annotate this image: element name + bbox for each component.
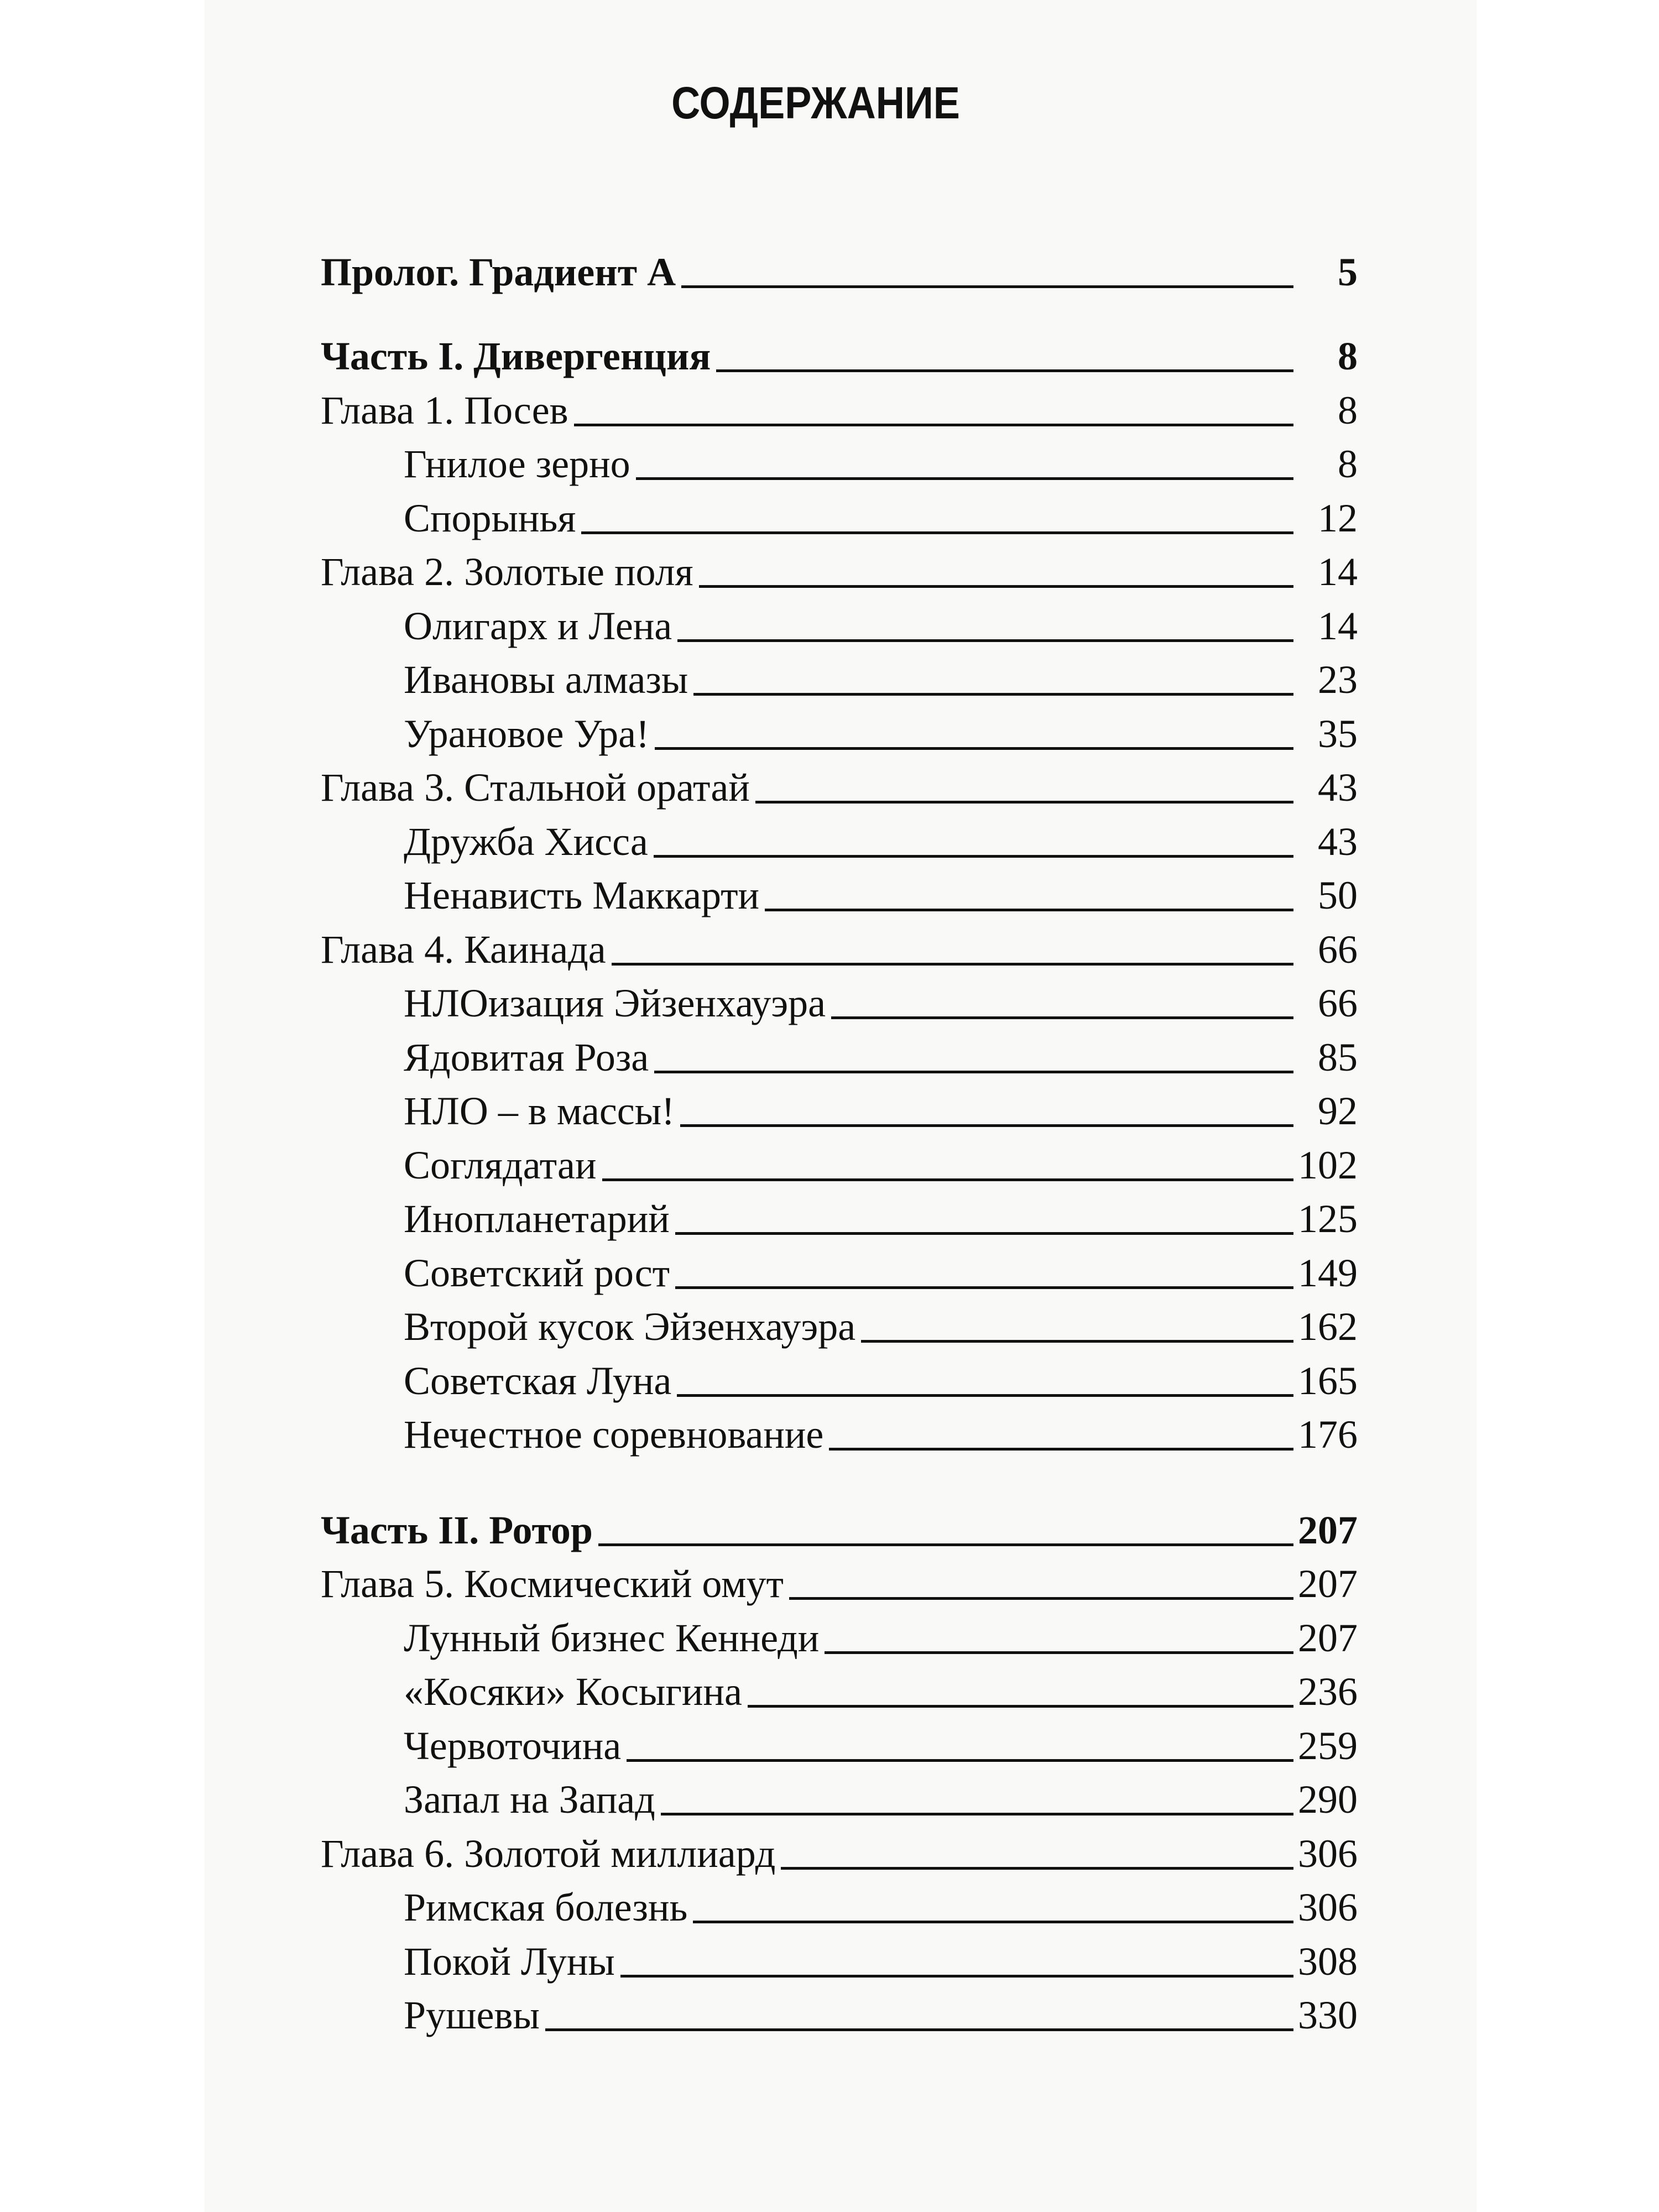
- entry-title: Лунный бизнес Кеннеди: [404, 1615, 820, 1660]
- toc-chapter-entry: [321, 379, 1358, 433]
- toc-section-entry: [321, 1606, 1358, 1661]
- page-number: 23: [1318, 658, 1358, 702]
- toc-chapter-entry: [321, 918, 1358, 972]
- entry-title: Покой Луны: [404, 1939, 615, 1984]
- leader-line: [654, 1071, 1293, 1073]
- entry-title: Пролог. Градиент А: [321, 249, 676, 294]
- entry-title: НЛО – в массы!: [404, 1089, 675, 1133]
- entry-title: Часть II. Ротор: [321, 1507, 593, 1552]
- toc-section-entry: [321, 1241, 1358, 1296]
- page-number: 43: [1318, 819, 1358, 864]
- page-number: 290: [1298, 1777, 1358, 1822]
- entry-title: Червоточина: [404, 1723, 622, 1768]
- leader-line: [675, 1232, 1293, 1235]
- page-number: 102: [1298, 1142, 1358, 1187]
- page-number: 35: [1318, 711, 1358, 756]
- entry-title: Глава 4. Каинада: [321, 927, 606, 972]
- toc-section-entry: [321, 1134, 1358, 1188]
- leader-line: [748, 1705, 1293, 1708]
- toc-section-entry: [321, 1984, 1358, 2038]
- page-number: 66: [1318, 981, 1358, 1025]
- toc-section-entry: [321, 1768, 1358, 1823]
- page-number: 85: [1318, 1035, 1358, 1079]
- leader-line: [677, 639, 1293, 642]
- page-number: 207: [1298, 1562, 1358, 1606]
- entry-title: Ядовитая Роза: [404, 1035, 649, 1079]
- page-number: 8: [1338, 388, 1358, 432]
- leader-line: [655, 747, 1293, 750]
- entry-title: Ненависть Маккарти: [404, 873, 760, 917]
- page-number: 162: [1298, 1305, 1358, 1349]
- page-number: 165: [1298, 1358, 1358, 1403]
- leader-line: [681, 285, 1293, 288]
- leader-line: [612, 963, 1293, 966]
- page-number: 330: [1298, 1993, 1358, 2037]
- leader-line: [574, 424, 1293, 426]
- toc-section-entry: [321, 1661, 1358, 1715]
- toc-section-entry: [321, 810, 1358, 864]
- entry-title: Глава 1. Посев: [321, 388, 568, 432]
- leader-line: [675, 1286, 1293, 1289]
- page-number: 207: [1298, 1615, 1358, 1660]
- entry-title: Советская Луна: [404, 1358, 672, 1403]
- toc-section-entry: [321, 1404, 1358, 1458]
- leader-line: [598, 1543, 1293, 1546]
- page-number: 14: [1318, 550, 1358, 594]
- leader-line: [699, 585, 1293, 588]
- page-number: 8: [1338, 334, 1358, 378]
- toc-section-entry: [321, 649, 1358, 703]
- leader-line: [620, 1975, 1293, 1978]
- page-number: 306: [1298, 1831, 1358, 1876]
- toc-section-entry: [321, 487, 1358, 541]
- entry-title: Римская болезнь: [404, 1885, 688, 1929]
- toc-section-entry: [321, 1876, 1358, 1931]
- toc-chapter-entry: [321, 1822, 1358, 1876]
- entry-title: Гнилое зерно: [404, 442, 630, 486]
- leader-line: [627, 1759, 1293, 1762]
- entry-title: Глава 6. Золотой миллиард: [321, 1831, 776, 1876]
- entry-title: Глава 2. Золотые поля: [321, 550, 693, 594]
- page-number: 176: [1298, 1412, 1358, 1457]
- entry-title: Нечестное соревнование: [404, 1412, 824, 1457]
- leader-line: [661, 1813, 1293, 1815]
- leader-line: [829, 1448, 1293, 1451]
- toc-part-entry: [321, 241, 1358, 295]
- toc-chapter-entry: [321, 757, 1358, 811]
- leader-line: [716, 369, 1293, 372]
- toc-section-entry: [321, 972, 1358, 1026]
- toc-section-entry: [321, 1026, 1358, 1080]
- entry-title: Ивановы алмазы: [404, 658, 688, 702]
- page-number: 236: [1298, 1670, 1358, 1714]
- toc-section-entry: [321, 1188, 1358, 1242]
- entry-title: Глава 3. Стальной оратай: [321, 765, 750, 810]
- contents-heading: СОДЕРЖАНИЕ: [671, 78, 960, 128]
- page-number: 92: [1318, 1089, 1358, 1133]
- leader-line: [602, 1178, 1293, 1181]
- entry-title: Инопланетарий: [404, 1197, 670, 1241]
- toc-section-entry: [321, 1930, 1358, 1984]
- entry-title: Спорынья: [404, 495, 576, 540]
- leader-line: [825, 1651, 1293, 1654]
- page-number: 5: [1338, 249, 1358, 294]
- toc-part-entry: [321, 325, 1358, 379]
- entry-title: Советский рост: [404, 1250, 670, 1295]
- toc-section-entry: [321, 1296, 1358, 1350]
- leader-line: [861, 1340, 1293, 1343]
- toc-part-entry: [321, 1499, 1358, 1553]
- toc-section-entry: [321, 594, 1358, 649]
- entry-title: Рушевы: [404, 1993, 540, 2037]
- toc-section-entry: [321, 702, 1358, 757]
- leader-line: [765, 909, 1293, 911]
- entry-title: Соглядатаи: [404, 1142, 597, 1187]
- page-number: 306: [1298, 1885, 1358, 1929]
- toc-section-entry: [321, 1349, 1358, 1404]
- entry-title: Олигарх и Лена: [404, 603, 672, 648]
- page-number: 14: [1318, 603, 1358, 648]
- entry-title: Запал на Запад: [404, 1777, 655, 1822]
- leader-line: [680, 1124, 1293, 1127]
- leader-line: [677, 1394, 1293, 1397]
- leader-line: [545, 2028, 1293, 2031]
- page-number: 259: [1298, 1723, 1358, 1768]
- page-number: 43: [1318, 765, 1358, 810]
- toc-section-entry: [321, 433, 1358, 487]
- toc-section-entry: [321, 864, 1358, 919]
- table-of-contents: [321, 241, 1358, 2038]
- page-number: 308: [1298, 1939, 1358, 1984]
- page-number: 50: [1318, 873, 1358, 917]
- leader-line: [831, 1016, 1293, 1019]
- entry-title: НЛОизация Эйзенхауэра: [404, 981, 826, 1025]
- leader-line: [693, 1921, 1293, 1923]
- leader-line: [789, 1597, 1293, 1600]
- leader-line: [581, 531, 1293, 534]
- entry-title: Глава 5. Космический омут: [321, 1562, 784, 1606]
- leader-line: [654, 855, 1293, 858]
- leader-line: [693, 693, 1293, 696]
- page-number: 149: [1298, 1250, 1358, 1295]
- page-number: 8: [1338, 442, 1358, 486]
- leader-line: [781, 1867, 1293, 1870]
- leader-line: [636, 477, 1293, 480]
- toc-chapter-entry: [321, 1553, 1358, 1607]
- entry-title: Урановое Ура!: [404, 711, 650, 756]
- page-number: 12: [1318, 495, 1358, 540]
- leader-line: [755, 801, 1293, 804]
- page-number: 66: [1318, 927, 1358, 972]
- page-number: 207: [1298, 1507, 1358, 1552]
- entry-title: Часть I. Дивергенция: [321, 334, 711, 378]
- page-number: 125: [1298, 1197, 1358, 1241]
- entry-title: Второй кусок Эйзенхауэра: [404, 1305, 856, 1349]
- toc-section-entry: [321, 1714, 1358, 1768]
- entry-title: «Косяки» Косыгина: [404, 1670, 742, 1714]
- toc-chapter-entry: [321, 541, 1358, 595]
- entry-title: Дружба Хисса: [404, 819, 648, 864]
- toc-section-entry: [321, 1080, 1358, 1134]
